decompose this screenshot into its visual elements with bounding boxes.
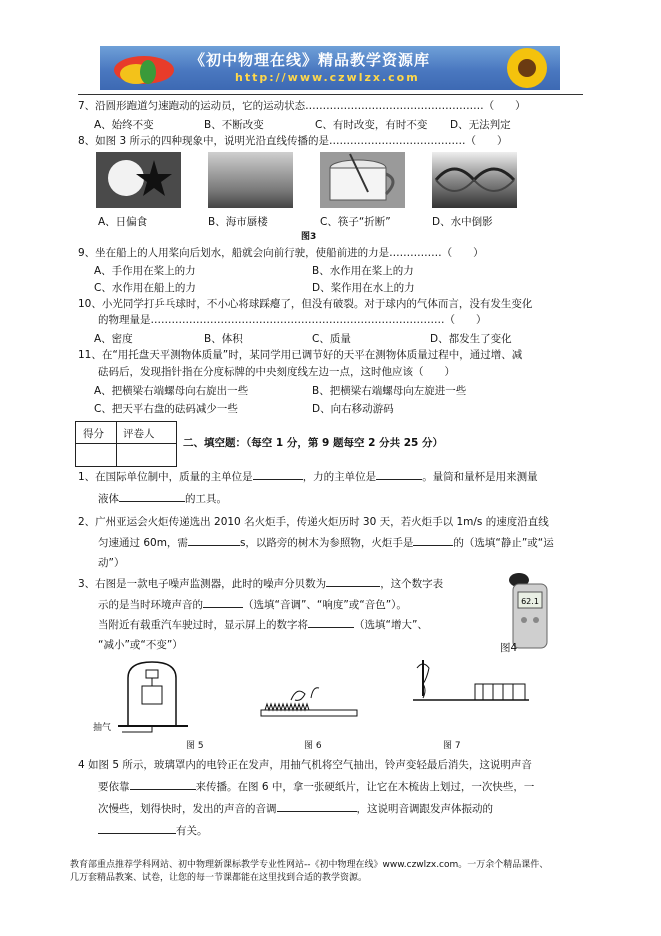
- f3-line4: “减小”或“不变”）: [98, 639, 183, 651]
- footer-line1: 教育部重点推荐学科网站、初中物理新课标教学专业性网站--《初中物理在线》www.czwlzx.com。一万余个精品课件、: [70, 860, 549, 870]
- banner-title: 《初中物理在线》精品教学资源库: [190, 51, 431, 69]
- q7-option-d: D、无法判定: [450, 119, 511, 131]
- f3-line3: 当附近有载重汽车驶过时，显示屏上的数字将 （选填“增大”、: [98, 619, 428, 631]
- f1-line1: 1、在国际单位制中，质量的主单位是 ，力的主单位是 。量筒和量杯是用来测量: [78, 471, 538, 483]
- mirage-image: [208, 152, 293, 208]
- q8-caption-c: C、筷子“折断”: [320, 216, 391, 228]
- q11-stem-line2: 砝码后，发现指针指在分度标牌的中央刻度线左边一点，这时他应该（ ）: [98, 366, 455, 378]
- q9-stem: 9、坐在船上的人用桨向后划水，船就会向前行驶，使船前进的力是……………（ ）: [78, 247, 484, 259]
- f3-line2: 示的是当时环境声音的 （选填“音调”、“响度”或“音色”）。: [98, 599, 407, 611]
- section-2-title: 二、填空题：（每空 1 分，第 9 题每空 2 分共 25 分）: [183, 437, 444, 449]
- q8-caption-d: D、水中倒影: [432, 216, 493, 228]
- q11-option-c: C、把天平右盘的砝码减少一些: [94, 403, 238, 415]
- f1-line2: 液体 的工具。: [98, 493, 227, 505]
- header-banner: [100, 46, 560, 90]
- chopsticks-cup-image: [320, 152, 405, 208]
- q9-option-a: A、手作用在桨上的力: [94, 265, 196, 277]
- q8-caption-a: A、日偏食: [98, 216, 148, 228]
- q10-stem-line1: 10、小光同学打乒乓球时，不小心将球踩瘪了，但没有破裂。对于球内的气体而言，没有发生变化: [78, 298, 533, 310]
- f2-line2: 匀速通过 60m，需 s，以路旁的树木为参照物，火炬手是 的（选填“静止”或“运: [98, 537, 554, 549]
- f3-line1: 3、右图是一款电子噪声监测器，此时的噪声分贝数为 ，这个数字表: [78, 578, 444, 590]
- q9-option-d: D、桨作用在水上的力: [312, 282, 415, 294]
- q8-figure-label: 图3: [301, 232, 317, 242]
- fig6-label: 图 6: [304, 741, 322, 751]
- bridge-reflection-image: [432, 152, 517, 208]
- q11-option-a: A、把横梁右端螺母向右旋出一些: [94, 385, 249, 397]
- q11-option-d: D、向右移动游码: [312, 403, 394, 415]
- fig7-label: 图 7: [443, 741, 461, 751]
- q7-option-b: B、不断改变: [204, 119, 264, 131]
- q10-stem-line2: 的物理量是…………………………………………………………………………（ ）: [98, 314, 487, 326]
- meter-reading: 62.1: [521, 597, 539, 606]
- f2-line3: 动”）: [98, 557, 125, 569]
- ruler-vibration-diagram: [405, 656, 535, 736]
- f4-line3: 次慢些，划得快时，发出的声音的音调 ，这说明音调跟发声体振动的: [98, 803, 493, 815]
- q7-stem: 7、沿圆形跑道匀速跑动的运动员，它的运动状态……………………………………………（ ）: [78, 100, 526, 112]
- comb-diagram: [255, 680, 365, 730]
- grader-header: 评卷人: [123, 428, 155, 440]
- banner-url[interactable]: http://www.czwlzx.com: [235, 71, 420, 84]
- q8-caption-b: B、海市蜃楼: [208, 216, 268, 228]
- q10-option-c: C、质量: [312, 333, 351, 345]
- q7-option-a: A、始终不变: [94, 119, 154, 131]
- f2-line1: 2、广州亚运会火炬传递选出 2010 名火炬手，传递火炬历时 30 天，若火炬手以 1m/s 的速度沿直线: [78, 516, 549, 528]
- q7-option-c: C、有时改变，有时不变: [315, 119, 428, 131]
- sunflower-icon: [495, 46, 560, 90]
- q10-option-d: D、都发生了变化: [430, 333, 512, 345]
- q10-option-a: A、密度: [94, 333, 133, 345]
- score-header: 得分: [83, 428, 104, 440]
- q11-option-b: B、把横梁右端螺母向左旋进一些: [312, 385, 467, 397]
- f4-line4: 有关。: [98, 824, 208, 838]
- footer-line2: 几万套精品教案、试卷，让您的每一节课都能在这里找到合适的教学资源。: [70, 873, 368, 883]
- q9-option-c: C、水作用在船上的力: [94, 282, 196, 294]
- pump-label: 抽气: [93, 723, 112, 733]
- site-logo: [104, 48, 184, 88]
- score-table: [75, 421, 177, 467]
- fig5-label: 图 5: [186, 741, 204, 751]
- fig4-label: 图4: [500, 642, 518, 654]
- f4-line2: 要依靠 来传播。在图 6 中，拿一张硬纸片，让它在木梳齿上划过，一次快些，一: [98, 781, 535, 793]
- q8-stem: 8、如图 3 所示的四种现象中，说明光沿直线传播的是…………………………………（ ）: [78, 135, 508, 147]
- header-rule: [78, 94, 583, 95]
- q11-stem-line1: 11、在“用托盘天平测物体质量”时，某同学用已调节好的天平在测物体质量过程中，通过增、减: [78, 349, 523, 361]
- q9-option-b: B、水作用在桨上的力: [312, 265, 414, 277]
- eclipse-image: [96, 152, 181, 208]
- f4-line1: 4 如图 5 所示，玻璃罩内的电铃正在发声，用抽气机将空气抽出，铃声变轻最后消失，这说明声音: [78, 759, 532, 771]
- q10-option-b: B、体积: [204, 333, 243, 345]
